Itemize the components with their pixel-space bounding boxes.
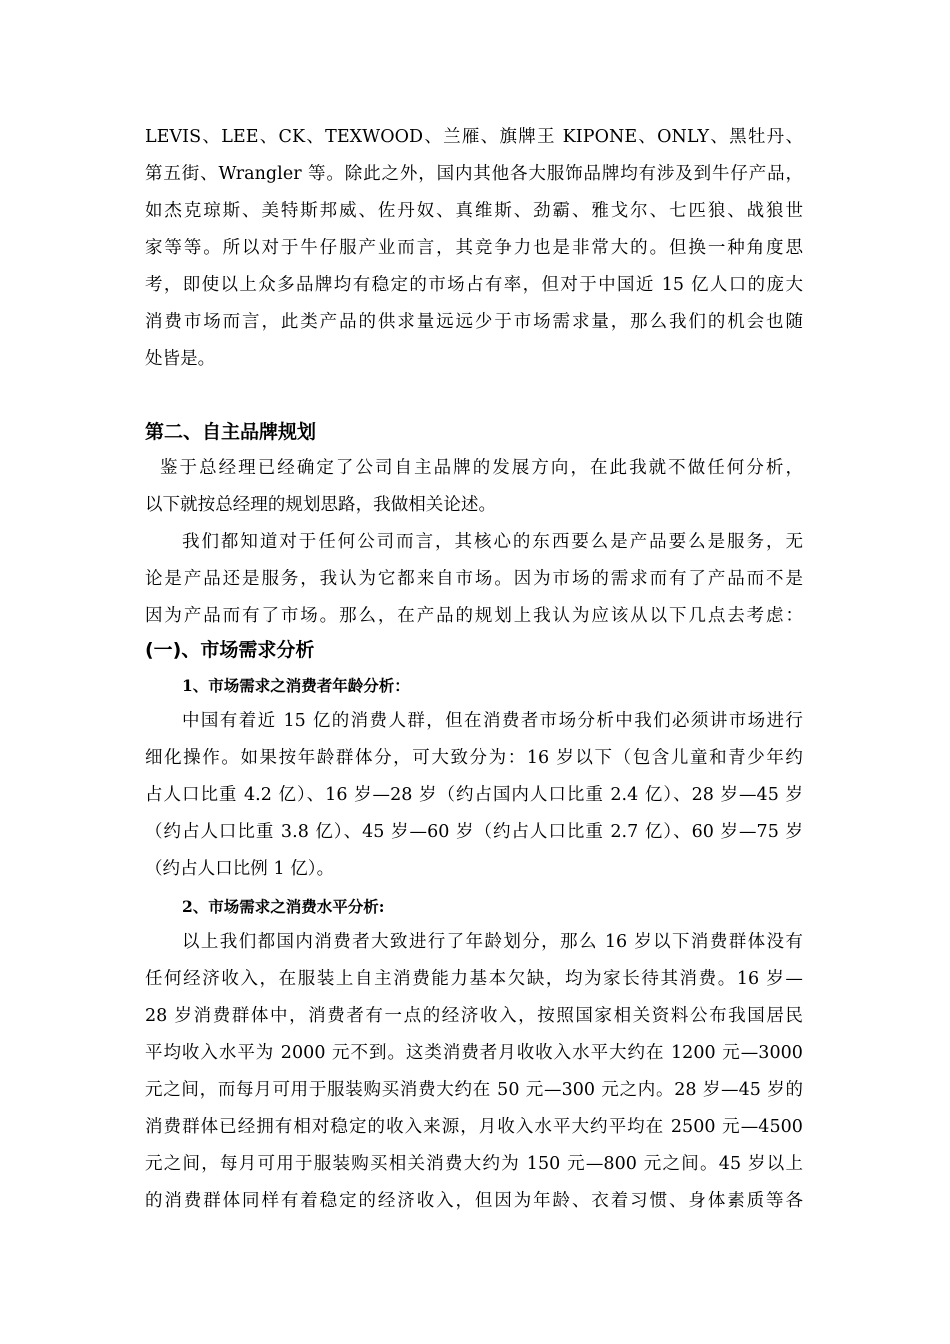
text-line: LEVIS、LEE、CK、TEXWOOD、兰雁、旗牌王 KIPONE、ONLY、黑牡丹、: [145, 127, 803, 147]
text-line: 28 岁消费群体中，消费者有一点的经济收入，按照国家相关资料公布我国居民: [145, 1006, 803, 1026]
text-line: 细化操作。如果按年龄群体分，可大致分为：16 岁以下（包含儿童和青少年约: [145, 748, 803, 768]
text-line: 以下就按总经理的规划思路，我做相关论述。: [145, 495, 496, 515]
text-line: 家等等。所以对于牛仔服产业而言，其竞争力也是非常大的。但换一种角度思: [145, 238, 803, 258]
text-line: 第五街、Wrangler 等。除此之外，国内其他各大服饰品牌均有涉及到牛仔产品，: [145, 164, 803, 184]
subsection-heading: (一)、市场需求分析: [145, 639, 315, 661]
text-line: 处皆是。: [145, 349, 216, 369]
text-line: 鉴于总经理已经确定了公司自主品牌的发展方向，在此我就不做任何分析，: [160, 458, 803, 478]
text-line: 考，即使以上众多品牌均有稳定的市场占有率，但对于中国近 15 亿人口的庞大: [145, 275, 803, 295]
section-heading: 第二、自主品牌规划: [145, 421, 317, 443]
text-line: 占人口比重 4.2 亿）、16 岁—28 岁（约占国内人口比重 2.4 亿）、28 岁—45 岁: [145, 785, 803, 805]
text-line: 元之间，每月可用于服装购买相关消费大约为 150 元—800 元之间。45 岁以上: [145, 1154, 803, 1174]
text-line: 因为产品而有了市场。那么，在产品的规划上我认为应该从以下几点去考虑：: [145, 606, 803, 626]
text-line: （约占人口比重 3.8 亿）、45 岁—60 岁（约占人口比重 2.7 亿）、60 岁—75 岁: [145, 822, 803, 842]
text-line: 的消费群体同样有着稳定的经济收入，但因为年龄、衣着习惯、身体素质等各: [145, 1191, 803, 1211]
text-line: 我们都知道对于任何公司而言，其核心的东西要么是产品要么是服务，无: [182, 532, 803, 552]
text-line: 元之间，而每月可用于服装购买消费大约在 50 元—300 元之内。28 岁—45 岁的: [145, 1080, 803, 1100]
text-line: 消费市场而言，此类产品的供求量远远少于市场需求量，那么我们的机会也随: [145, 312, 803, 332]
text-line: 中国有着近 15 亿的消费人群，但在消费者市场分析中我们必须讲市场进行: [182, 711, 803, 731]
point-heading: 1、市场需求之消费者年龄分析：: [182, 676, 410, 695]
text-line: 以上我们都国内消费者大致进行了年龄划分，那么 16 岁以下消费群体没有: [182, 932, 803, 952]
text-line: 消费群体已经拥有相对稳定的收入来源，月收入水平大约平均在 2500 元—4500: [145, 1117, 803, 1137]
point-heading: 2、市场需求之消费水平分析:: [182, 897, 385, 916]
text-line: 如杰克琼斯、美特斯邦威、佐丹奴、真维斯、劲霸、雅戈尔、七匹狼、战狼世: [145, 201, 803, 221]
text-line: （约占人口比例 1 亿）。: [145, 859, 335, 879]
text-line: 平均收入水平为 2000 元不到。这类消费者月收收入水平大约在 1200 元—3000: [145, 1043, 803, 1063]
text-line: 论是产品还是服务，我认为它都来自市场。因为市场的需求而有了产品而不是: [145, 569, 803, 589]
text-line: 任何经济收入，在服装上自主消费能力基本欠缺，均为家长待其消费。16 岁—: [145, 969, 803, 989]
